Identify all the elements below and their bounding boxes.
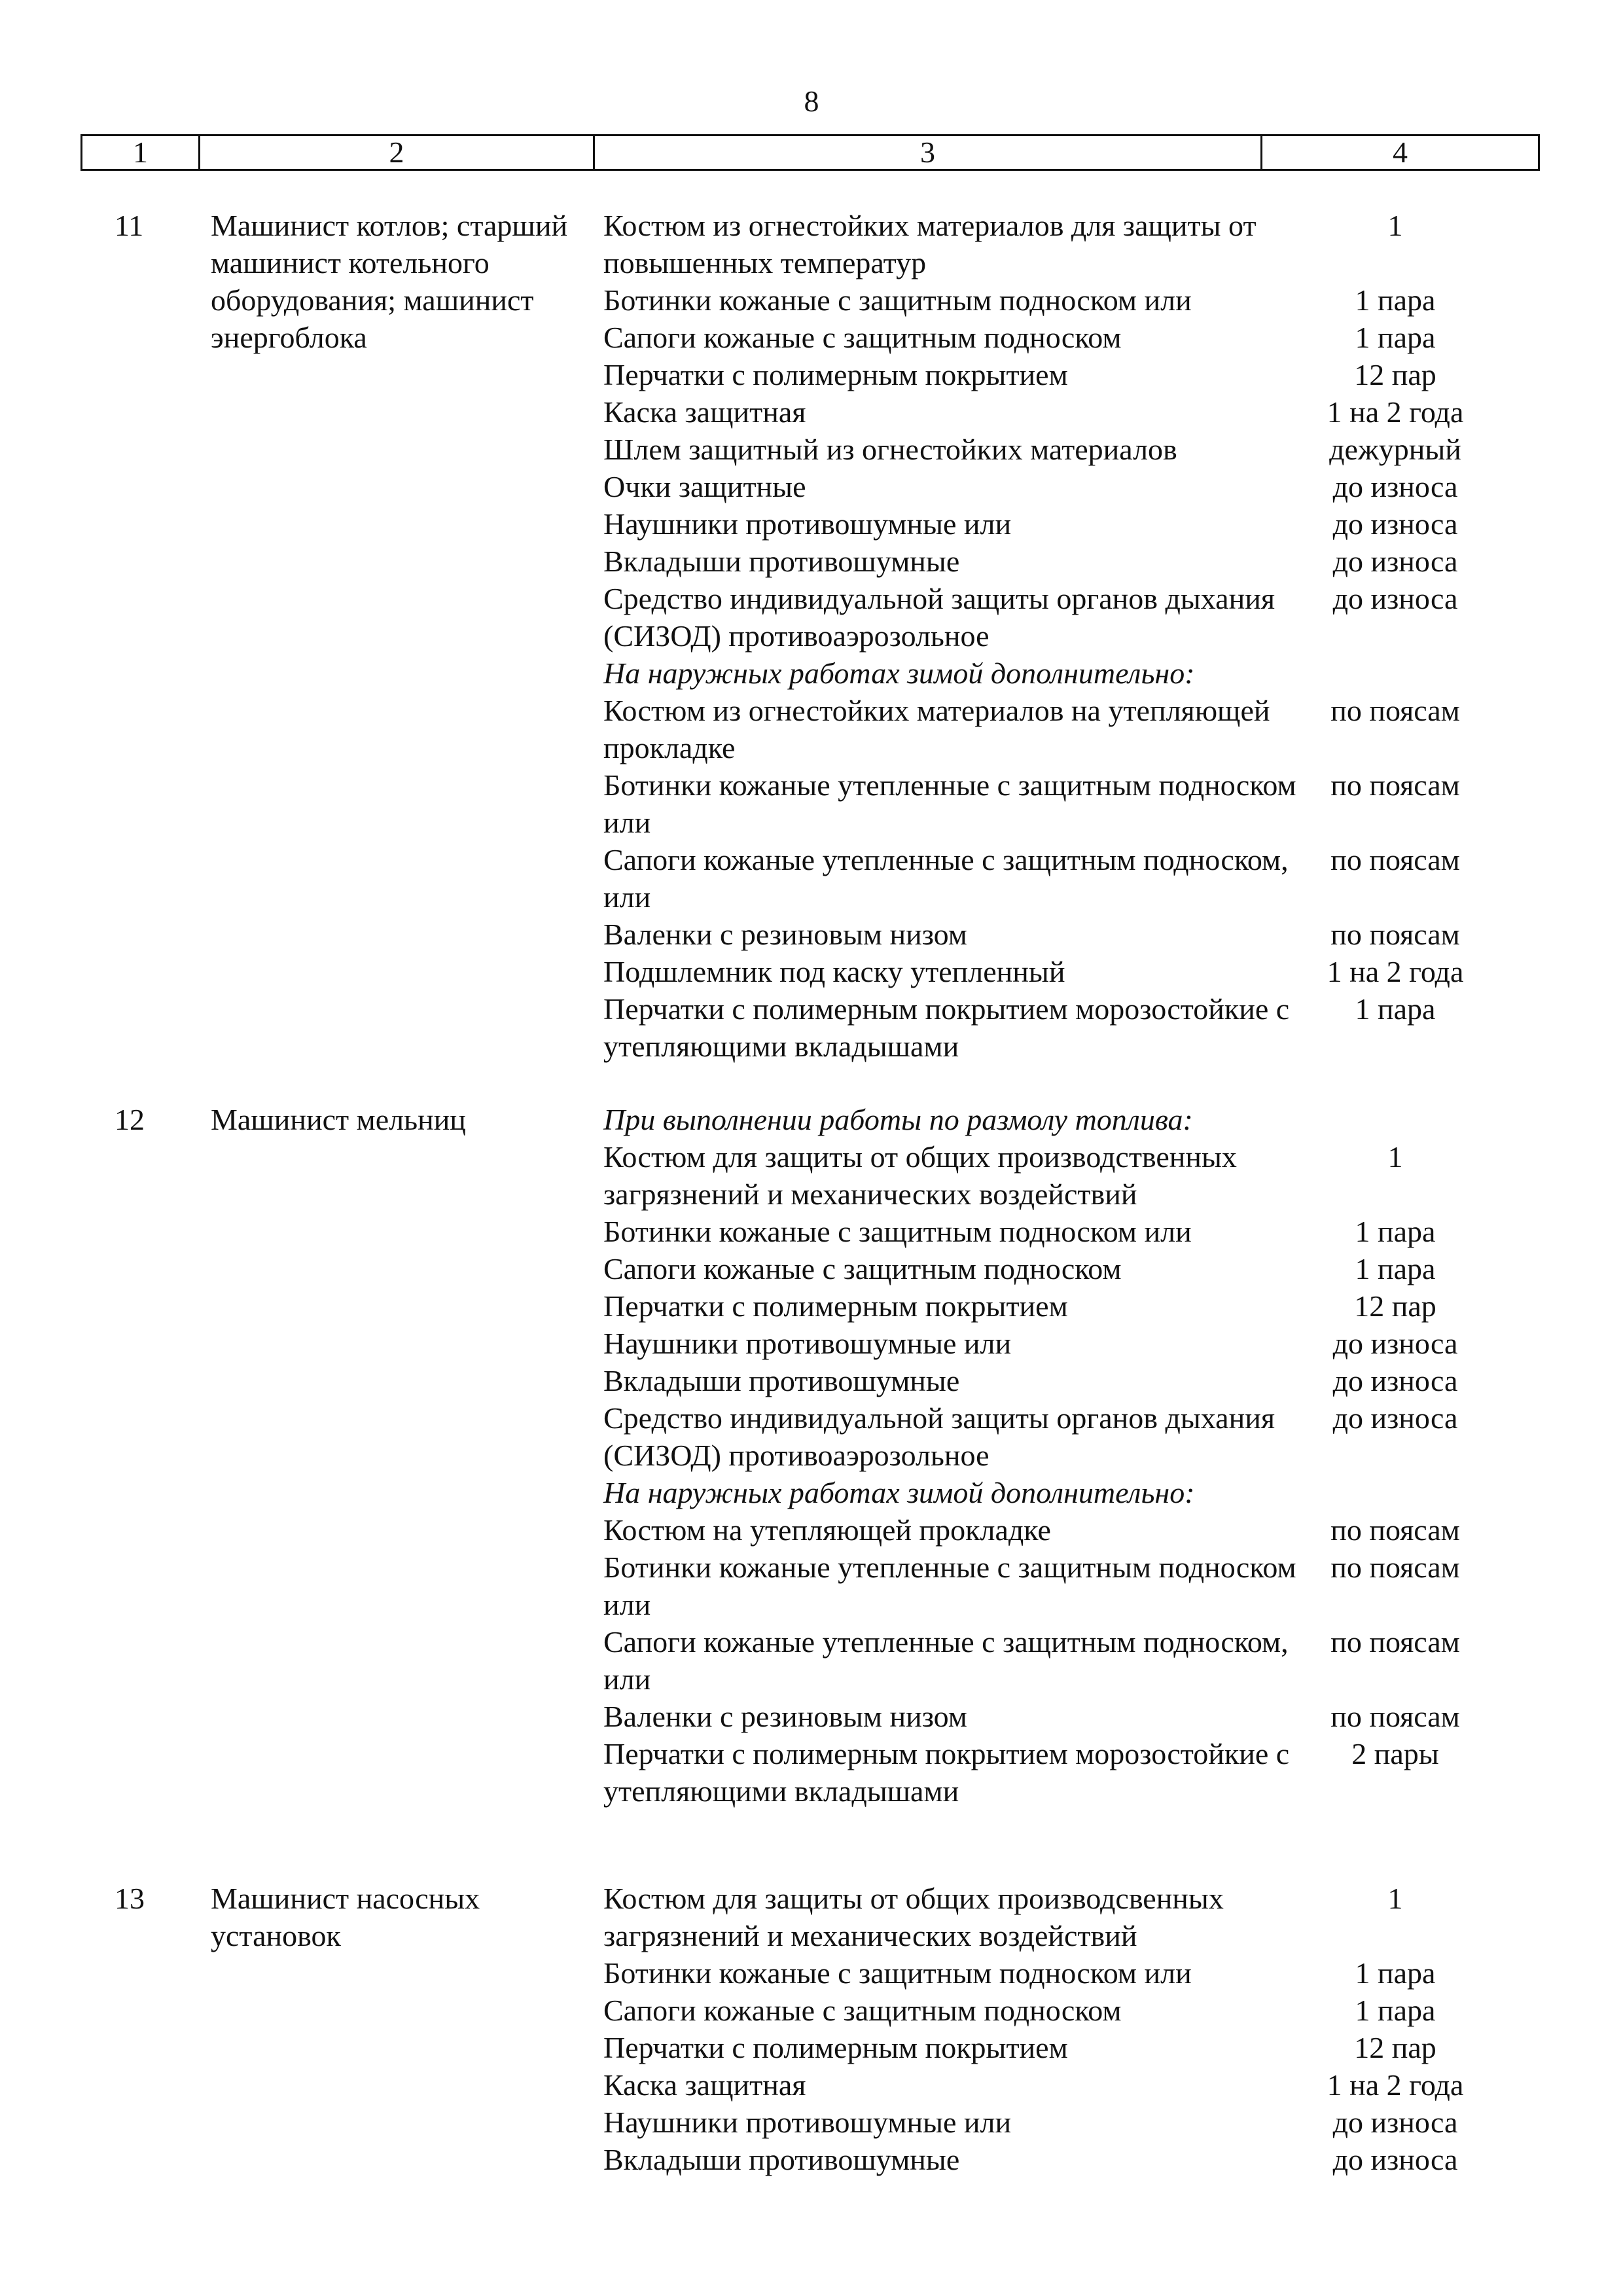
equipment-list xyxy=(603,207,1520,1065)
list-item: Костюм из огнестойких материалов для защиты от повышенных температур 1 xyxy=(603,209,1403,279)
list-item: Средство индивидуальной защиты органов дыхания (СИЗОД) противоаэрозольное до износа xyxy=(603,582,1458,653)
list-item: Наушники противошумные или до износа xyxy=(603,2106,1458,2139)
profession-name: Машинист мельниц xyxy=(211,1103,466,1136)
header-col-4: 4 xyxy=(1393,135,1408,169)
list-item: Перчатки с полимерным покрытием морозостойкие с утепляющими вкладышами 2 пары xyxy=(603,1737,1439,1808)
list-item: Каска защитная 1 на 2 года xyxy=(603,2068,1464,2102)
section-note: На наружных работах зимой дополнительно: xyxy=(603,1476,1195,1509)
list-item: Ботинки кожаные утепленные с защитным подноском или по поясам xyxy=(603,1551,1460,1621)
list-item: Сапоги кожаные с защитным подноском 1 пара xyxy=(603,1994,1436,2027)
list-item: Сапоги кожаные утепленные с защитным подноском, или по поясам xyxy=(603,843,1460,914)
table-header xyxy=(80,134,1540,171)
profession-name: Машинист насосных установок xyxy=(211,1882,480,1952)
list-item: Валенки с резиновым низом по поясам xyxy=(603,918,1460,951)
list-item: Костюм из огнестойких материалов на утепляющей прокладке по поясам xyxy=(603,694,1460,764)
list-item: Средство индивидуальной защиты органов дыхания (СИЗОД) противоаэрозольное до износа xyxy=(603,1401,1458,1472)
section-note: При выполнении работы по размолу топлива: xyxy=(603,1103,1193,1136)
list-item: Вкладыши противошумные до износа xyxy=(603,2143,1458,2176)
list-item: Вкладыши противошумные до износа xyxy=(603,545,1458,578)
list-item: Каска защитная 1 на 2 года xyxy=(603,395,1464,429)
list-item: Перчатки с полимерным покрытием 12 пар xyxy=(603,358,1436,391)
list-item: Сапоги кожаные с защитным подноском 1 пара xyxy=(603,1252,1436,1285)
list-item: Сапоги кожаные утепленные с защитным подноском, или по поясам xyxy=(603,1625,1460,1696)
section-note: На наружных работах зимой дополнительно: xyxy=(603,656,1195,690)
header-col-3: 3 xyxy=(595,136,1262,169)
list-item: Костюм на утепляющей прокладке по поясам xyxy=(603,1513,1460,1547)
section-number: 11 xyxy=(115,209,144,242)
list-item: Перчатки с полимерным покрытием морозостойкие с утепляющими вкладышами 1 пара xyxy=(603,992,1436,1063)
list-item: Костюм для защиты от общих производсвенных загрязнений и механических воздействий 1 xyxy=(603,1882,1403,1952)
section-number: 12 xyxy=(115,1103,145,1136)
list-item: Валенки с резиновым низом по поясам xyxy=(603,1700,1460,1733)
list-item: Перчатки с полимерным покрытием 12 пар xyxy=(603,2031,1436,2064)
list-item: Сапоги кожаные с защитным подноском 1 пара xyxy=(603,321,1436,354)
list-item: Ботинки кожаные утепленные с защитным подноском или по поясам xyxy=(603,768,1460,839)
header-col-1: 1 xyxy=(82,136,200,169)
section-number: 13 xyxy=(115,1882,145,1915)
header-col-2: 2 xyxy=(200,136,595,169)
list-item: Очки защитные до износа xyxy=(603,470,1458,503)
page-number: 8 xyxy=(804,84,819,118)
list-item: Костюм для защиты от общих производственных загрязнений и механических воздействий 1 xyxy=(603,1140,1403,1211)
list-item: Ботинки кожаные с защитным подноском или 1 пара xyxy=(603,283,1436,317)
profession-name: Машинист котлов; старший машинист котельного оборудования; машинист энергоблока xyxy=(211,209,568,354)
equipment-list xyxy=(603,1101,1520,1810)
equipment-list xyxy=(603,1880,1520,2178)
list-item: Наушники противошумные или до износа xyxy=(603,1327,1458,1360)
list-item: Наушники противошумные или до износа xyxy=(603,507,1458,541)
list-item: Подшлемник под каску утепленный 1 на 2 года xyxy=(603,955,1464,988)
list-item: Ботинки кожаные с защитным подноском или 1 пара xyxy=(603,1956,1436,1990)
list-item: Шлем защитный из огнестойких материалов дежурный xyxy=(603,433,1461,466)
list-item: Вкладыши противошумные до износа xyxy=(603,1364,1458,1397)
list-item: Перчатки с полимерным покрытием 12 пар xyxy=(603,1289,1436,1323)
list-item: Ботинки кожаные с защитным подноском или 1 пара xyxy=(603,1215,1436,1248)
